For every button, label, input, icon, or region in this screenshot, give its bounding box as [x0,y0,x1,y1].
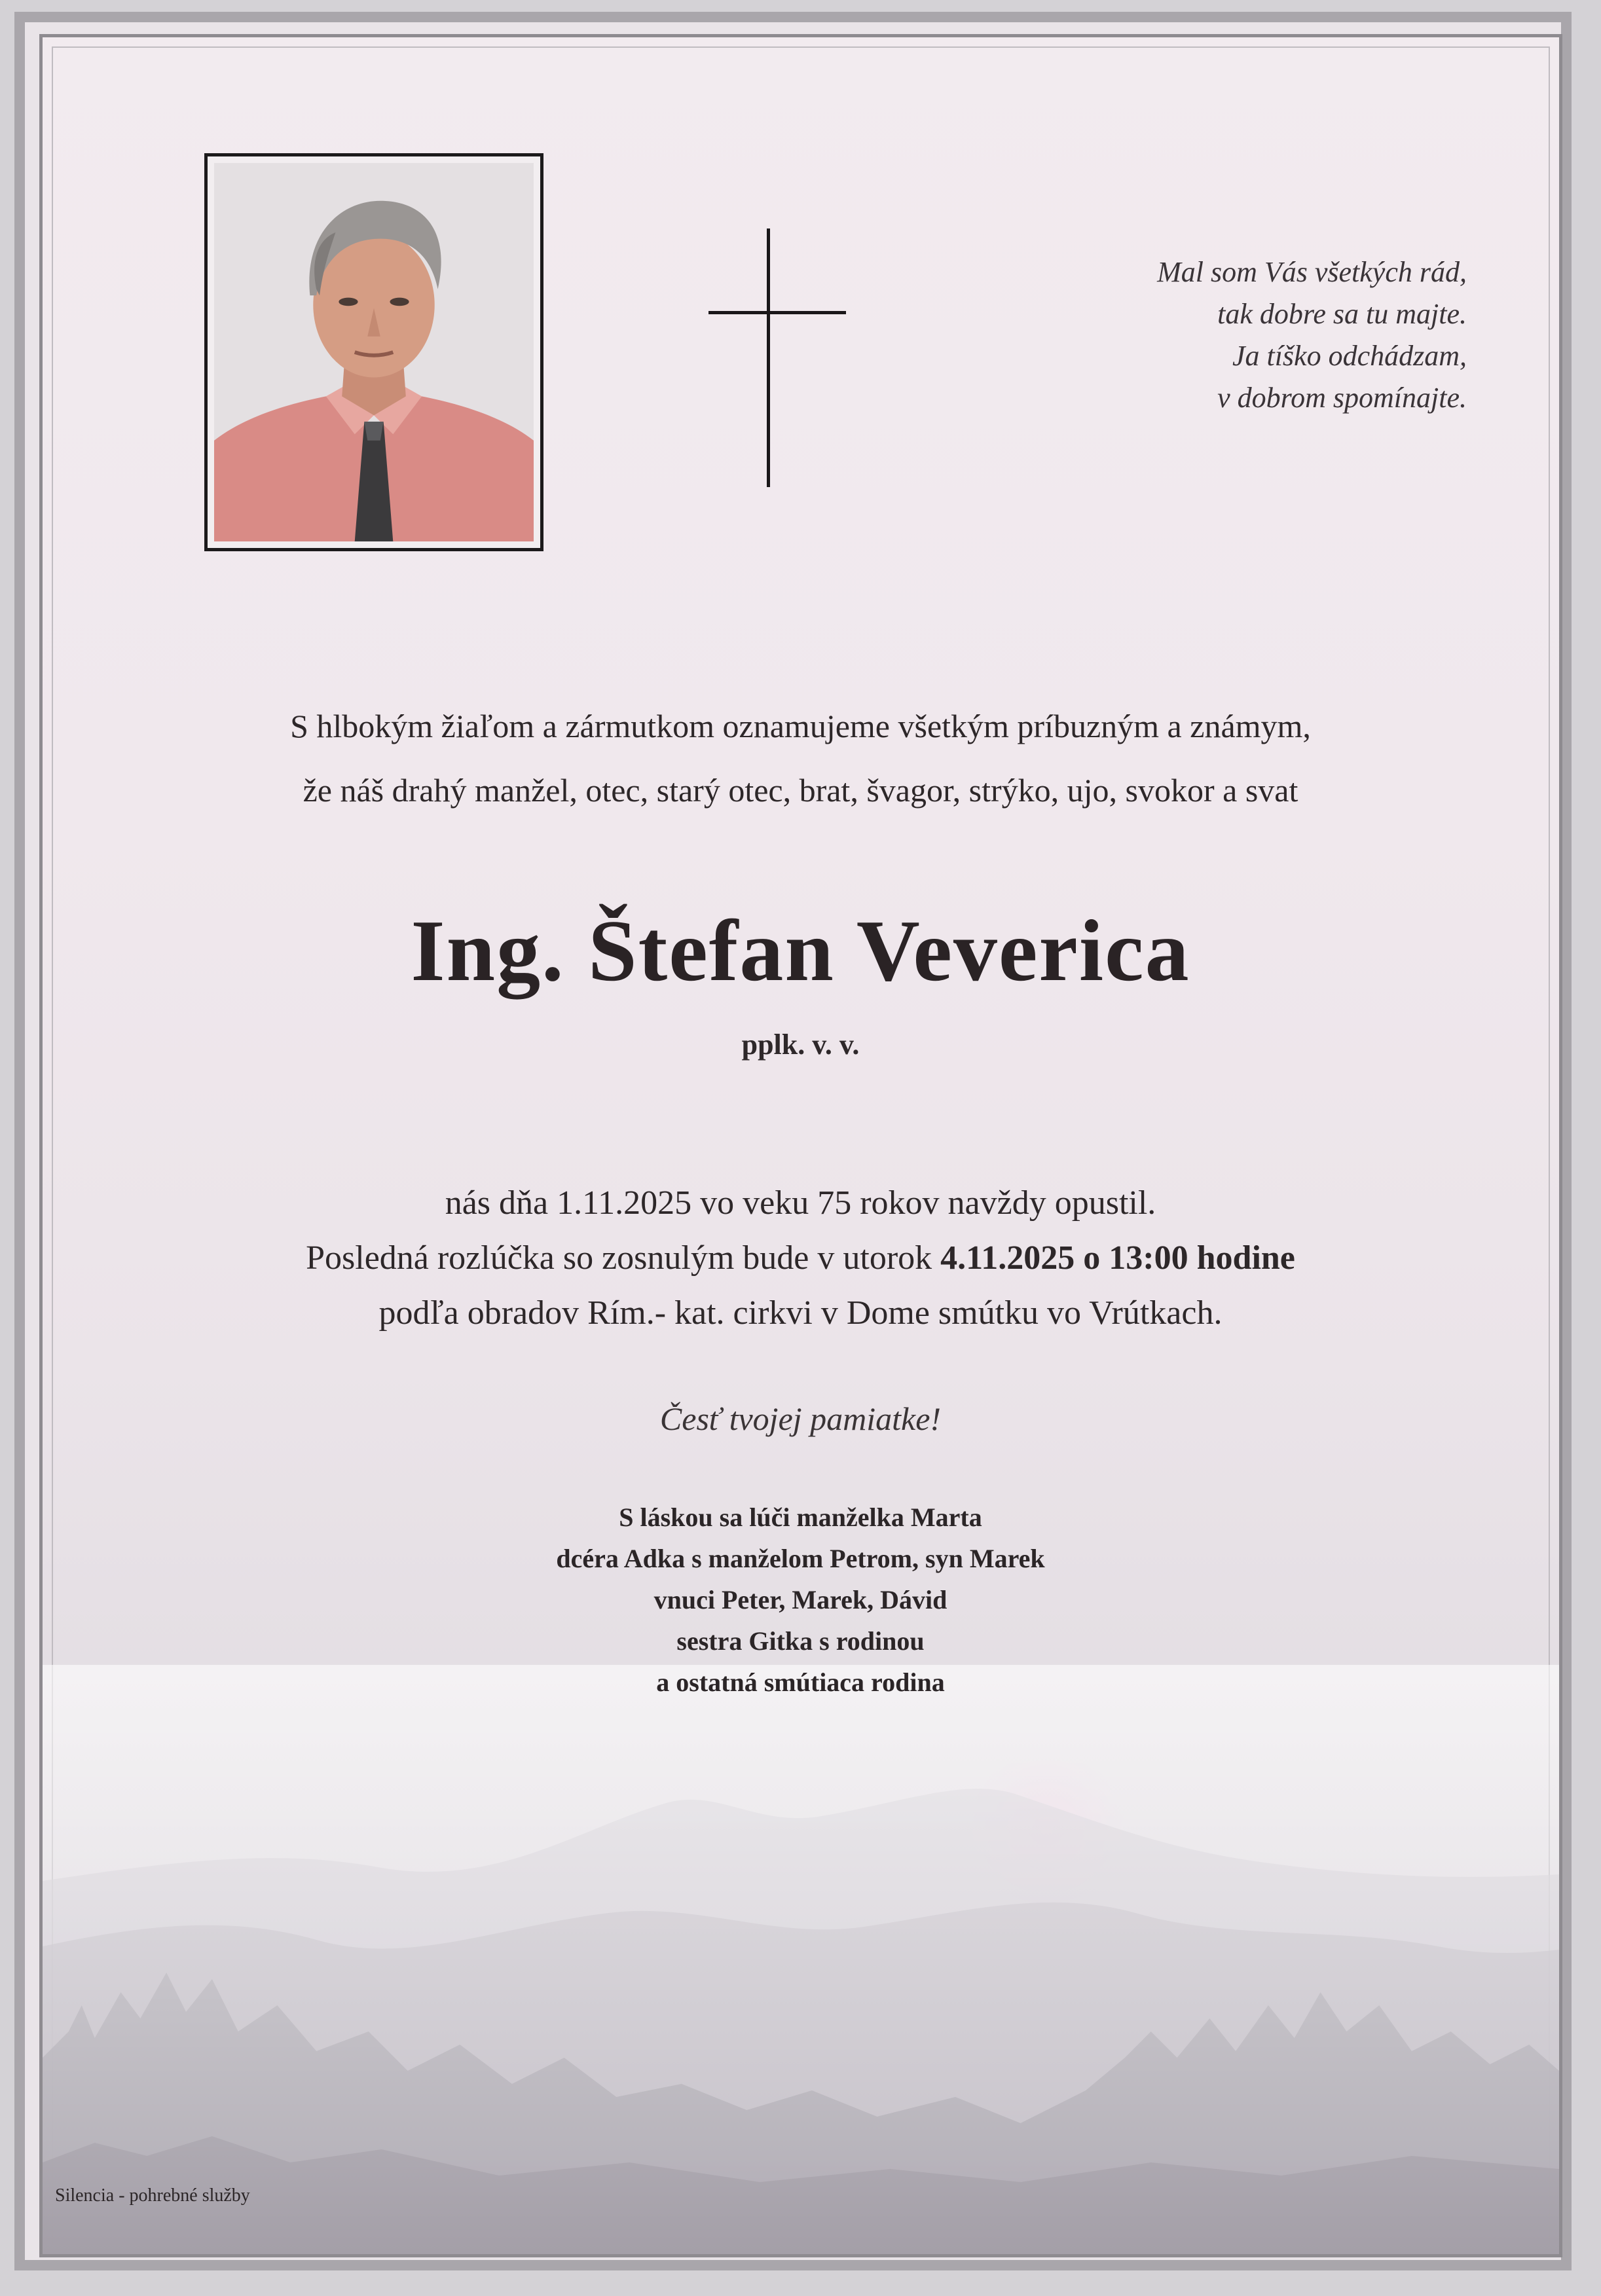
family-line: S láskou sa lúči manželka Marta [619,1503,982,1532]
family-list [131,1497,1470,1703]
poem [956,251,1467,419]
family-line: sestra Gitka s rodinou [676,1626,925,1656]
poem-line: v dobrom spomínajte. [1217,382,1467,414]
portrait-photo-frame [204,153,543,551]
cross-icon [767,228,770,487]
poem-line: Mal som Vás všetkých rád, [1157,256,1467,288]
motto: Česť tvojej pamiatke! [659,1400,942,1437]
details-line: podľa obradov Rím.- kat. cirkvi v Dome smútku vo Vrútkach. [378,1294,1223,1332]
cross-icon-bar [708,311,846,314]
announcement-line: S hlbokým žiaľom a zármutkom oznamujeme všetkým príbuzným a známym, [290,708,1311,744]
details-text: Posledná rozlúčka so zosnulým bude v utorok [306,1239,941,1277]
funeral-date-time: 4.11.2025 o 13:00 hodine [940,1239,1295,1277]
deceased-name: Ing. Štefan Veverica [411,902,1190,999]
family-line: dcéra Adka s manželom Petrom, syn Marek [556,1544,1045,1573]
deceased-rank: pplk. v. v. [741,1029,860,1061]
announcement-line: že náš drahý manžel, otec, starý otec, brat, švagor, strýko, ujo, svokor a svat [303,772,1298,809]
portrait-photo [214,163,534,541]
funeral-details [131,1176,1470,1341]
funeral-service-credit: Silencia - pohrebné služby [55,2185,250,2206]
family-line: a ostatná smútiaca rodina [656,1667,945,1697]
details-line: nás dňa 1.11.2025 vo veku 75 rokov navždy opustil. [445,1184,1156,1222]
announcement [131,694,1470,822]
poem-line: tak dobre sa tu majte. [1217,298,1467,330]
misty-mountain-landscape [43,1665,1559,2254]
poem-line: Ja tíško odchádzam, [1232,340,1467,372]
family-line: vnuci Peter, Marek, Dávid [653,1585,948,1614]
details-line [131,1231,1470,1286]
